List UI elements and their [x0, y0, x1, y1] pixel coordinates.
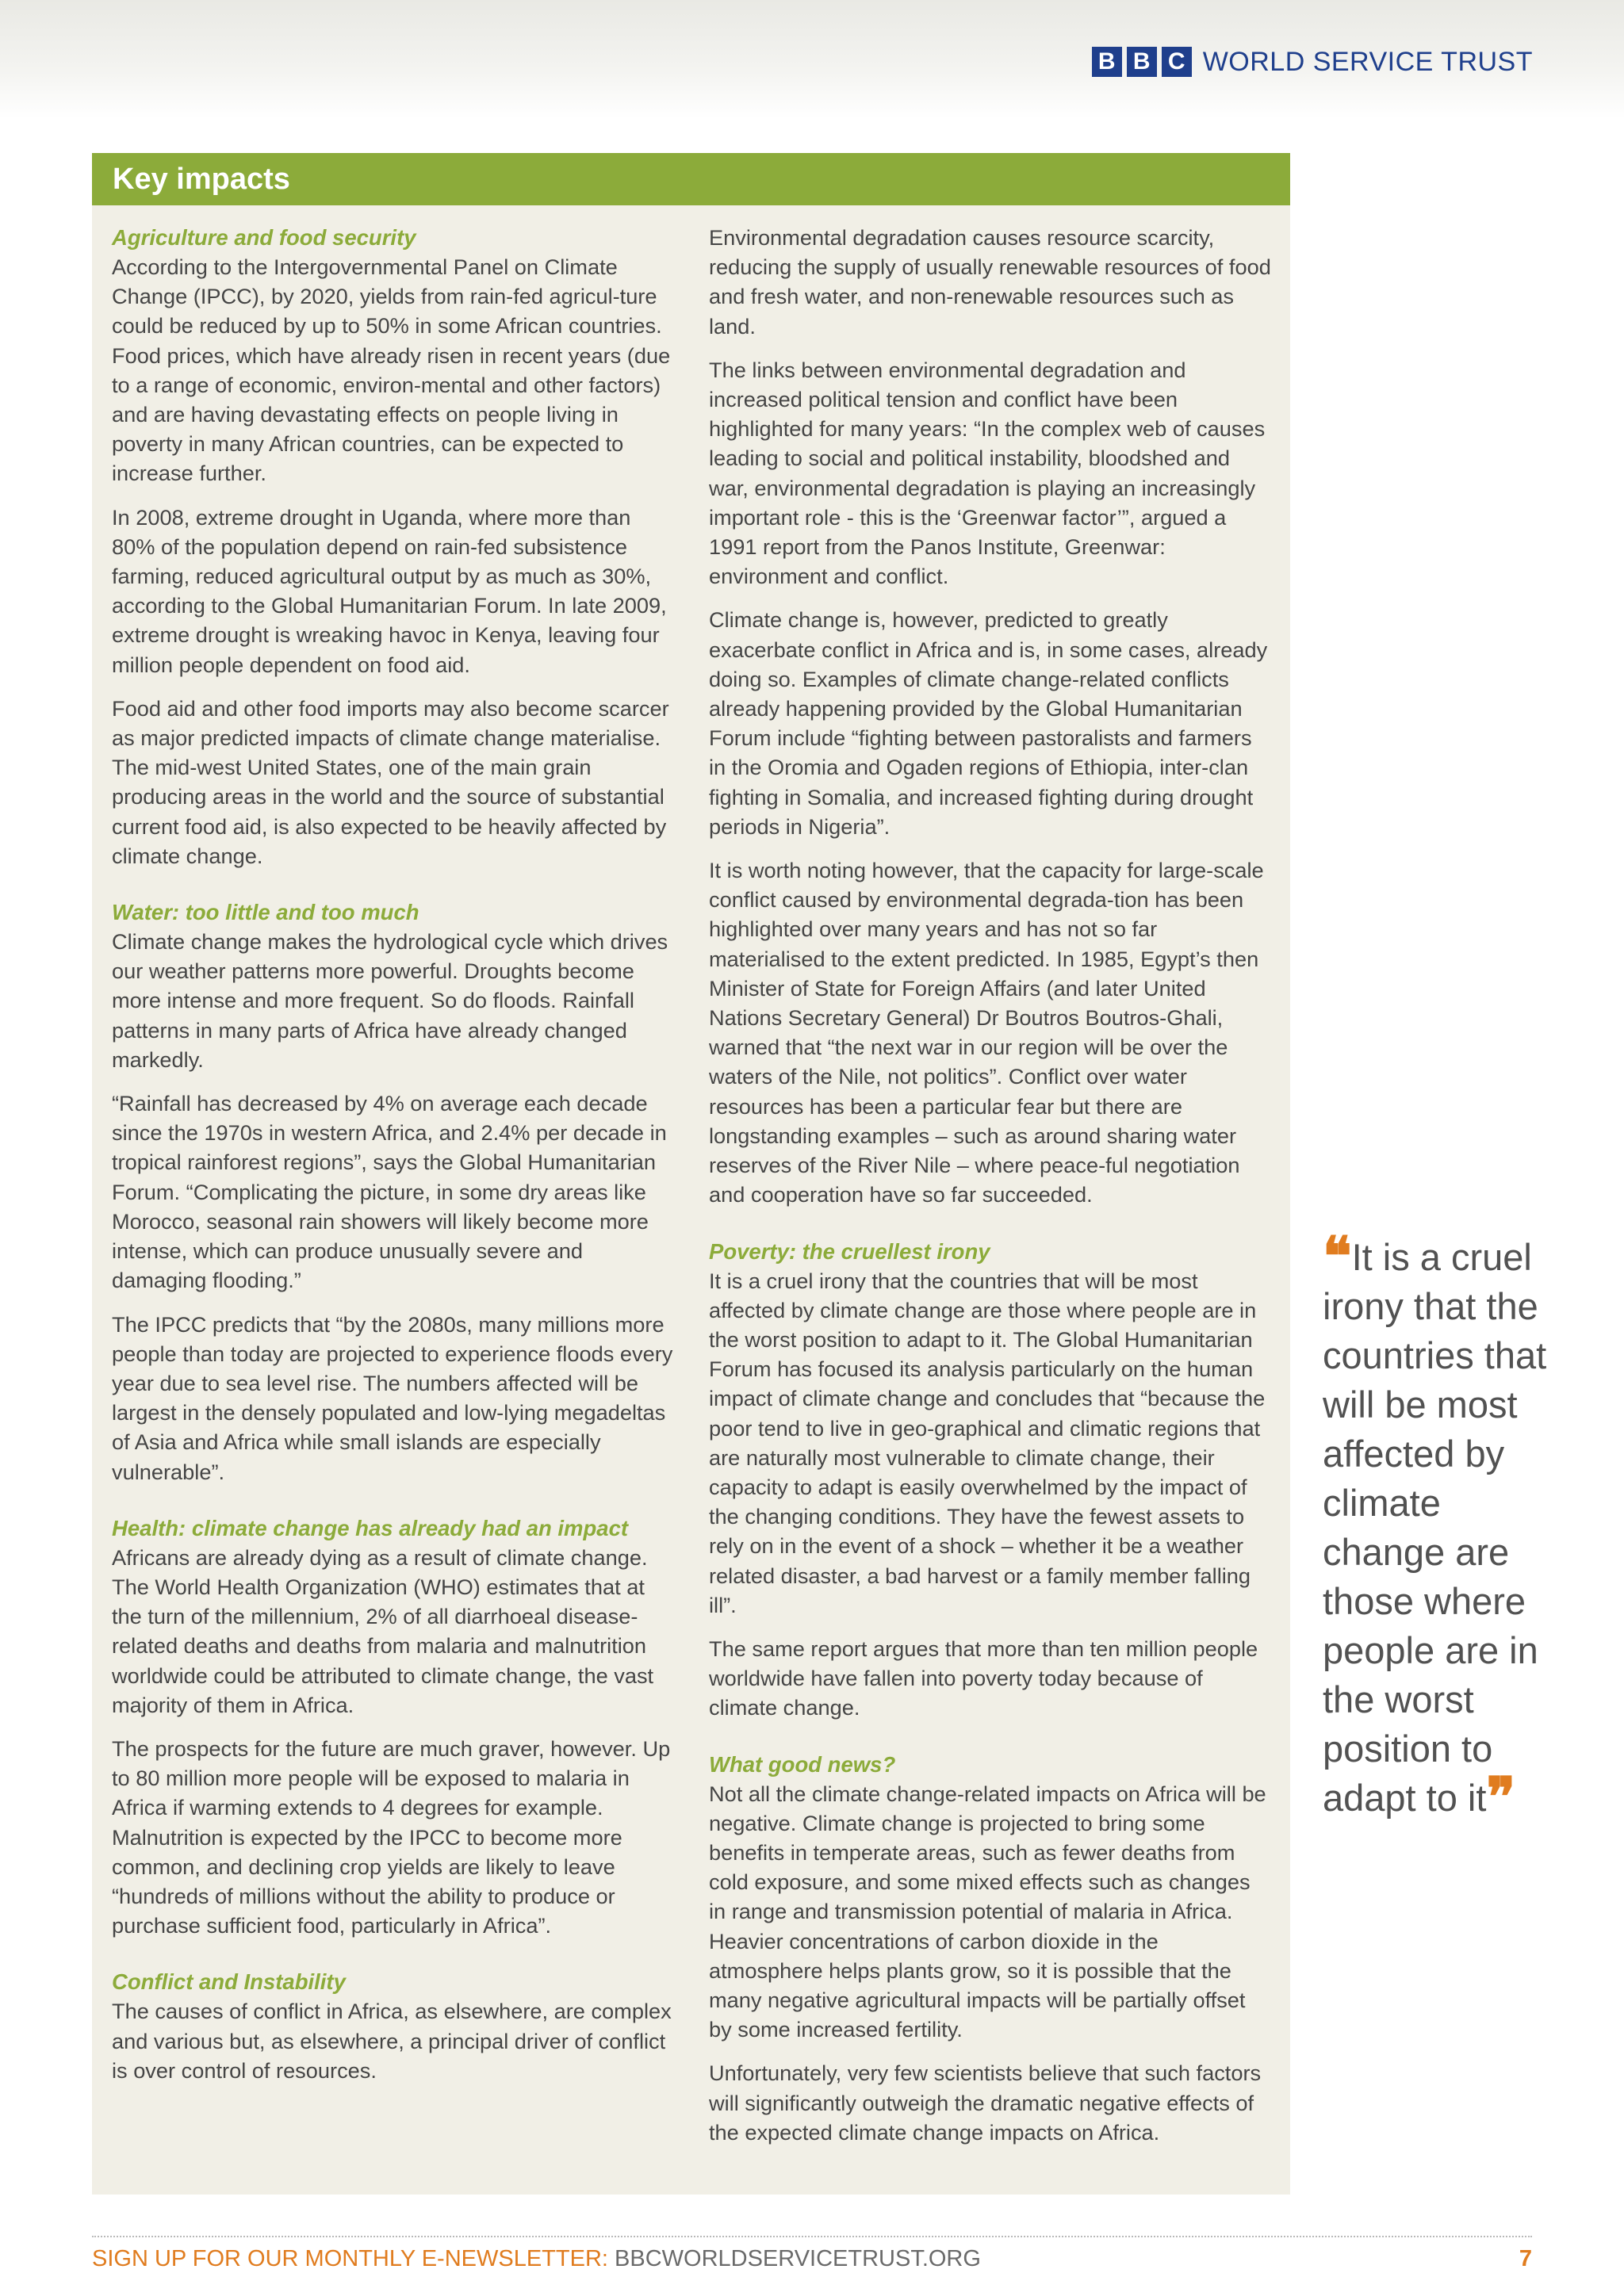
section-spacer: [112, 885, 675, 897]
body-paragraph: Africans are already dying as a result of climate change. The World Health Organization (WHO) estimates that at the turn of the millennium, 2% of all diarrhoeal disease-related deaths and deaths from malaria and malnutrition worldwide could be attributed to climate change, the vast majority of them in Africa.: [112, 1544, 654, 1717]
body-paragraph: It is worth noting however, that the capacity for large-scale conflict caused by environmental degrada-tion has been highlighted over many years and has not so far materialised to the extent predicted. In 1985, Egypt’s then Minister of State for Foreign Affairs (and later United Nations Secretary General) Dr Boutros Boutros-Ghali, warned that “the next war in our region will be over the waters of the Nile, not politics”. Conflict over water resources has been a particular fear but there are longstanding examples – such as around sharing water reserves of the River Nile – where peace-ful negotiation and cooperation have so far succeeded.: [709, 858, 1264, 1207]
body-paragraph: Food aid and other food imports may also become scarcer as major predicted impacts of climate change materialise. The mid-west United States, one of the main grain producing areas in the world and the source of substantial current food aid, is also expected to be heavily affected by climate change.: [112, 695, 669, 868]
newsletter-url-link[interactable]: BBCWORLDSERVICETRUST.ORG: [615, 2246, 981, 2271]
body-paragraph: Climate change makes the hydrological cycle which drives our weather patterns more powerful. Droughts become more intense and more frequent. So do floods. Rainfall patterns in many parts of Africa have already changed markedly.: [112, 929, 668, 1072]
section-spacer: [112, 1501, 675, 1513]
body-paragraph: The causes of conflict in Africa, as elsewhere, are complex and various but, as elsewhere, a principal driver of conflict is over control of resources.: [112, 1999, 672, 2083]
open-quote-icon: ❝: [1323, 1225, 1352, 1288]
body-paragraph: The same report argues that more than ten million people worldwide have fallen into poverty today because of climate change.: [709, 1636, 1258, 1720]
close-quote-icon: ❞: [1486, 1766, 1516, 1829]
pull-quote-text: It is a cruel irony that the countries that will be most affected by climate change are those where people are in the worst position to adapt to it: [1323, 1236, 1547, 1819]
footer: [92, 2239, 1532, 2279]
body-paragraph: “Rainfall has decreased by 4% on average each decade since the 1970s in western Africa, and 2.4% per decade in tropical rainforest regions”, says the Global Humanitarian Forum. “Complicating the picture, in some dry areas like Morocco, seasonal rain showers will likely become more intense, which can produce unusually severe and damaging flooding.”: [112, 1091, 667, 1293]
section-heading: Agriculture and food security: [112, 225, 416, 250]
section-heading: Conflict and Instability: [112, 1969, 346, 1995]
page-number: 7: [1519, 2246, 1532, 2271]
body-paragraph: The links between environmental degradation and increased political tension and conflict have been highlighted for many years: “In the complex web of causes leading to social and political instability, bloodshed and war, environmental degradation is playing an increasingly important role - this is the ‘Greenwar factor’”, argued a 1991 report from the Panos Institute, Greenwar: environment and conflict.: [709, 357, 1266, 589]
body-paragraph: The IPCC predicts that “by the 2080s, many millions more people than today are projected to experience floods every year due to sea level rise. The numbers affected will be largest in the densely populated and low-lying megadeltas of Asia and Africa while small islands are especially vulnerable”.: [112, 1311, 673, 1484]
logo-letter-b2: B: [1127, 47, 1157, 77]
logo-letter-c: C: [1162, 47, 1192, 77]
section-heading: Water: too little and too much: [112, 900, 419, 925]
logo-text: WORLD SERVICE TRUST: [1202, 46, 1533, 77]
body-paragraph: Climate change is, however, predicted to greatly exacerbate conflict in Africa and is, in some cases, already doing so. Examples of climate change-related conflicts already happening provided by the Global Humanitarian Forum include “fighting between pastoralists and farmers in the Oromia and Ogaden regions of Ethiopia, inter-clan fighting in Somalia, and increased fighting during drought periods in Nigeria”.: [709, 607, 1268, 839]
body-paragraph: Environmental degradation causes resource scarcity, reducing the supply of usually renewable resources of food and fresh water, and non-renewable resources such as land.: [709, 225, 1271, 339]
right-column: [709, 223, 1272, 2161]
newsletter-signup-text: SIGN UP FOR OUR MONTHLY E-NEWSLETTER:: [92, 2246, 615, 2271]
section-heading: Poverty: the cruellest irony: [709, 1238, 990, 1264]
left-column: [112, 223, 675, 2099]
body-paragraph: According to the Intergovernmental Panel on Climate Change (IPCC), by 2020, yields from rain-fed agricul-ture could be reduced by up to 50% in some African countries. Food prices, which have already risen in recent years (due to a range of economic, environ-mental and other factors) and are having devastating effects on people living in poverty in many African countries, can be expected to increase further.: [112, 254, 671, 486]
body-paragraph: It is a cruel irony that the countries that will be most affected by climate change are those where people are in the worst position to adapt to it. The Global Humanitarian Forum has focused its analysis particularly on the human impact of climate change and concludes that “because the poor tend to live in geo-graphical and climatic regions that are naturally most vulnerable to climate change, their capacity to adapt is easily overwhelmed by the impact of the changing conditions. They have the fewest assets to rely on in the event of a shock – whether it be a weather related disaster, a bad harvest or a family member falling ill”.: [709, 1268, 1266, 1617]
section-spacer: [112, 1954, 675, 1967]
section-spacer: [709, 1224, 1272, 1237]
section-heading: Health: climate change has already had an impact: [112, 1515, 629, 1540]
body-paragraph: The prospects for the future are much graver, however. Up to 80 million more people will be exposed to malaria in Africa if warming extends to 4 degrees for example. Malnutrition is expected by the IPCC to become more common, and declining crop yields are likely to leave “hundreds of millions without the ability to produce or purchase sufficient food, particularly in Africa”.: [112, 1735, 671, 1938]
section-spacer: [709, 1737, 1272, 1750]
body-paragraph: Unfortunately, very few scientists believe that such factors will significantly outweigh the dramatic negative effects of the expected climate change impacts on Africa.: [709, 2061, 1262, 2145]
bbc-world-service-trust-logo[interactable]: [1092, 46, 1533, 78]
logo-letter-b1: B: [1092, 47, 1122, 77]
key-impacts-panel: [92, 153, 1290, 2195]
body-paragraph: In 2008, extreme drought in Uganda, where more than 80% of the population depend on rain-fed subsistence farming, reduced agricultural output by as much as 30%, according to the Global Humanitarian Forum. In late 2009, extreme drought is wreaking havoc in Kenya, leaving four million people dependent on food aid.: [112, 504, 667, 677]
section-heading: What good news?: [709, 1751, 896, 1777]
panel-title: Key impacts: [92, 153, 1290, 205]
footer-divider: [92, 2236, 1532, 2237]
body-paragraph: Not all the climate change-related impacts on Africa will be negative. Climate change is projected to bring some benefits in temperate areas, such as fewer deaths from cold exposure, and some mixed effects such as changes in range and transmission potential of malaria in Africa. Heavier concentrations of carbon dioxide in the atmosphere helps plants grow, so it is possible that the many negative agricultural impacts will be partially offset by some increased fertility.: [709, 1781, 1266, 2042]
pull-quote: [1323, 1225, 1561, 1829]
